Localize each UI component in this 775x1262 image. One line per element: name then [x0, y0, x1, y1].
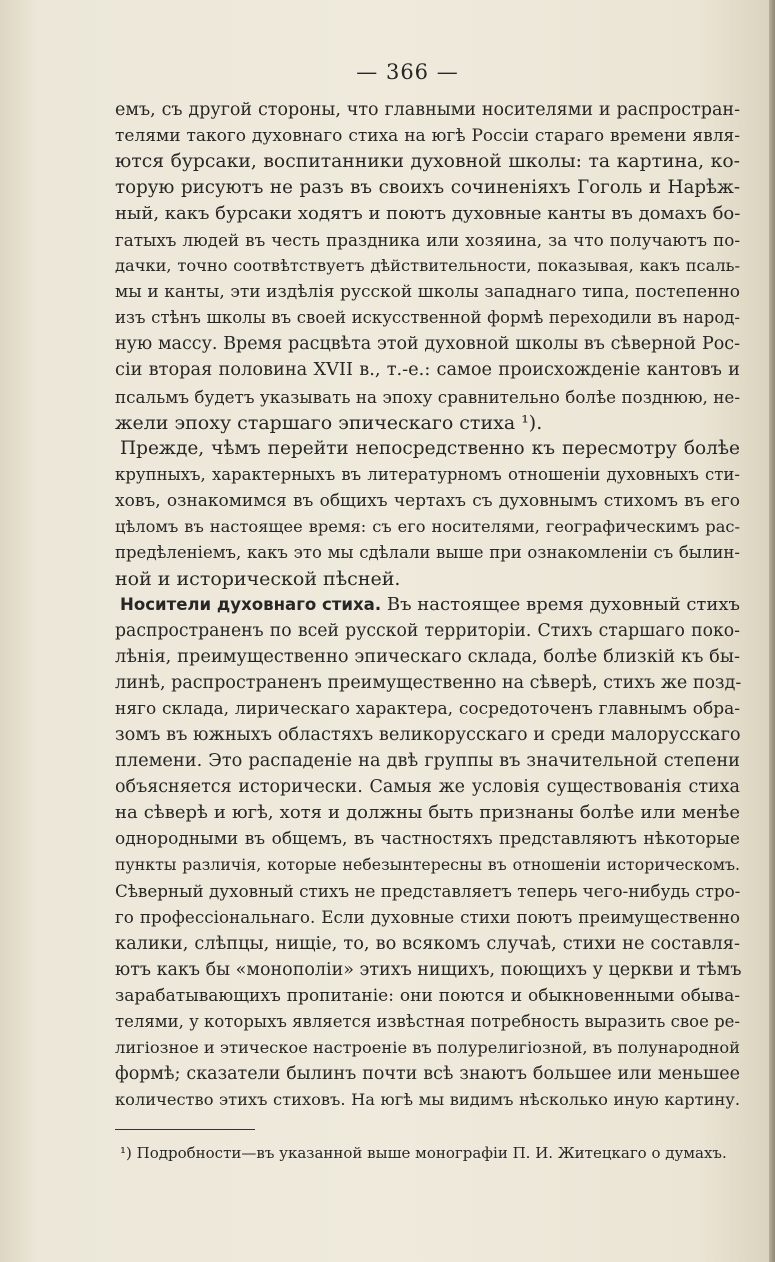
text-line: ховъ, ознакомимся въ общихъ чертахъ съ духовнымъ стихомъ въ его [115, 490, 740, 511]
page-number: — 366 — [356, 60, 459, 84]
text-line: объясняется исторически. Самыя же условія существованія стиха [115, 777, 740, 798]
text-line: гатыхъ людей въ честь праздника или хозяина, за что получаютъ по- [115, 230, 740, 251]
text-line: крупныхъ, характерныхъ въ литературномъ отношеніи духовныхъ сти- [115, 464, 740, 484]
footnote-divider [115, 1129, 255, 1130]
text-line: ную массу. Время расцвѣта этой духовной школы въ сѣверной Рос- [115, 334, 740, 355]
text-line: лигіозное и этическое настроеніе въ полурелигіозной, въ полународной [115, 1037, 740, 1057]
text-line: зарабатывающихъ пропитаніе: они поются и обыкновенными обыва- [115, 985, 740, 1006]
text-line: ный, какъ бурсаки ходятъ и поютъ духовные канты въ домахъ бо- [115, 203, 741, 225]
text-line: няго склада, лирическаго характера, сосредоточенъ главнымъ обра- [115, 699, 740, 720]
footnote: ¹) Подробности—въ указанной выше монографіи П. И. Житецкаго о думахъ. [120, 1144, 727, 1162]
text-line: сіи вторая половина XVII в., т.-е.: самое происхожденіе кантовъ и [115, 360, 740, 381]
section-heading-continuation: Въ настоящее время духовный стихъ [381, 593, 740, 615]
text-line: однородными въ общемъ, въ частностяхъ представляютъ нѣкоторые [115, 829, 740, 850]
text-line: дачки, точно соотвѣтствуетъ дѣйствительности, показывая, какъ псаль- [115, 256, 740, 276]
text-line: ютъ какъ бы «монополіи» этихъ нищихъ, поющихъ у церкви и тѣмъ [115, 959, 742, 980]
text-line: жели эпоху старшаго эпическаго стиха ¹). [115, 411, 543, 434]
text-line: количество этихъ стиховъ. На югѣ мы видимъ нѣсколько иную картину. [115, 1089, 740, 1109]
text-line: мы и канты, эти издѣлія русской школы западнаго типа, постепенно [115, 282, 740, 303]
text-line: псальмъ будетъ указывать на эпоху сравнительно болѣе позднюю, не- [115, 386, 740, 407]
text-line: ются бурсаки, воспитанники духовной школы: та картина, ко- [115, 151, 740, 173]
body-text [115, 97, 740, 1113]
text-line: зомъ въ южныхъ областяхъ великорусскаго и среди малорусскаго [115, 725, 741, 746]
text-line: пункты различія, которые небезынтересны въ отношеніи историческомъ. [115, 855, 740, 875]
section-heading-line [115, 592, 740, 618]
section-heading: Носители духовнаго стиха. [120, 594, 382, 614]
text-line: Прежде, чѣмъ перейти непосредственно къ пересмотру болѣе [120, 437, 740, 459]
text-line: на сѣверѣ и югѣ, хотя и должны быть признаны болѣе или менѣе [115, 802, 740, 824]
text-line: торую рисуютъ не разъ въ своихъ сочиненіяхъ Гоголь и Нарѣж- [115, 177, 740, 199]
text-line: изъ стѣнъ школы въ своей искусственной формѣ переходили въ народ- [115, 308, 740, 328]
text-line: племени. Это распаденіе на двѣ группы въ значительной степени [115, 751, 740, 772]
text-line: телями такого духовнаго стиха на югѣ Россіи стараго времени явля- [115, 126, 740, 147]
text-line: лѣнія, преимущественно эпическаго склада, болѣе близкій къ бы- [115, 646, 740, 667]
text-line: цѣломъ въ настоящее время: съ его носителями, географическимъ рас- [115, 516, 740, 536]
text-line: линѣ, распространенъ преимущественно на сѣверѣ, стихъ же позд- [115, 673, 742, 694]
text-line: предѣленіемъ, какъ это мы сдѣлали выше при ознакомленіи съ былин- [115, 542, 740, 562]
text-line: распространенъ по всей русской территоріи. Стихъ старшаго поко- [115, 620, 740, 641]
text-line: Сѣверный духовный стихъ не представляетъ теперь чего-нибудь стро- [115, 881, 741, 902]
text-line: емъ, съ другой стороны, что главными носителями и распростран- [115, 100, 740, 120]
text-line: формѣ; сказатели былинъ почти всѣ знаютъ большее или меньшее [115, 1063, 740, 1084]
text-line: телями, у которыхъ является извѣстная потребность выразить свое ре- [115, 1011, 740, 1031]
text-line: го профессіональнаго. Если духовные стихи поютъ преимущественно [115, 907, 740, 928]
text-line: ной и исторической пѣсней. [115, 567, 401, 590]
text-line: калики, слѣпцы, нищіе, то, во всякомъ случаѣ, стихи не составля- [115, 933, 740, 954]
page-gutter-shadow [769, 0, 775, 1262]
